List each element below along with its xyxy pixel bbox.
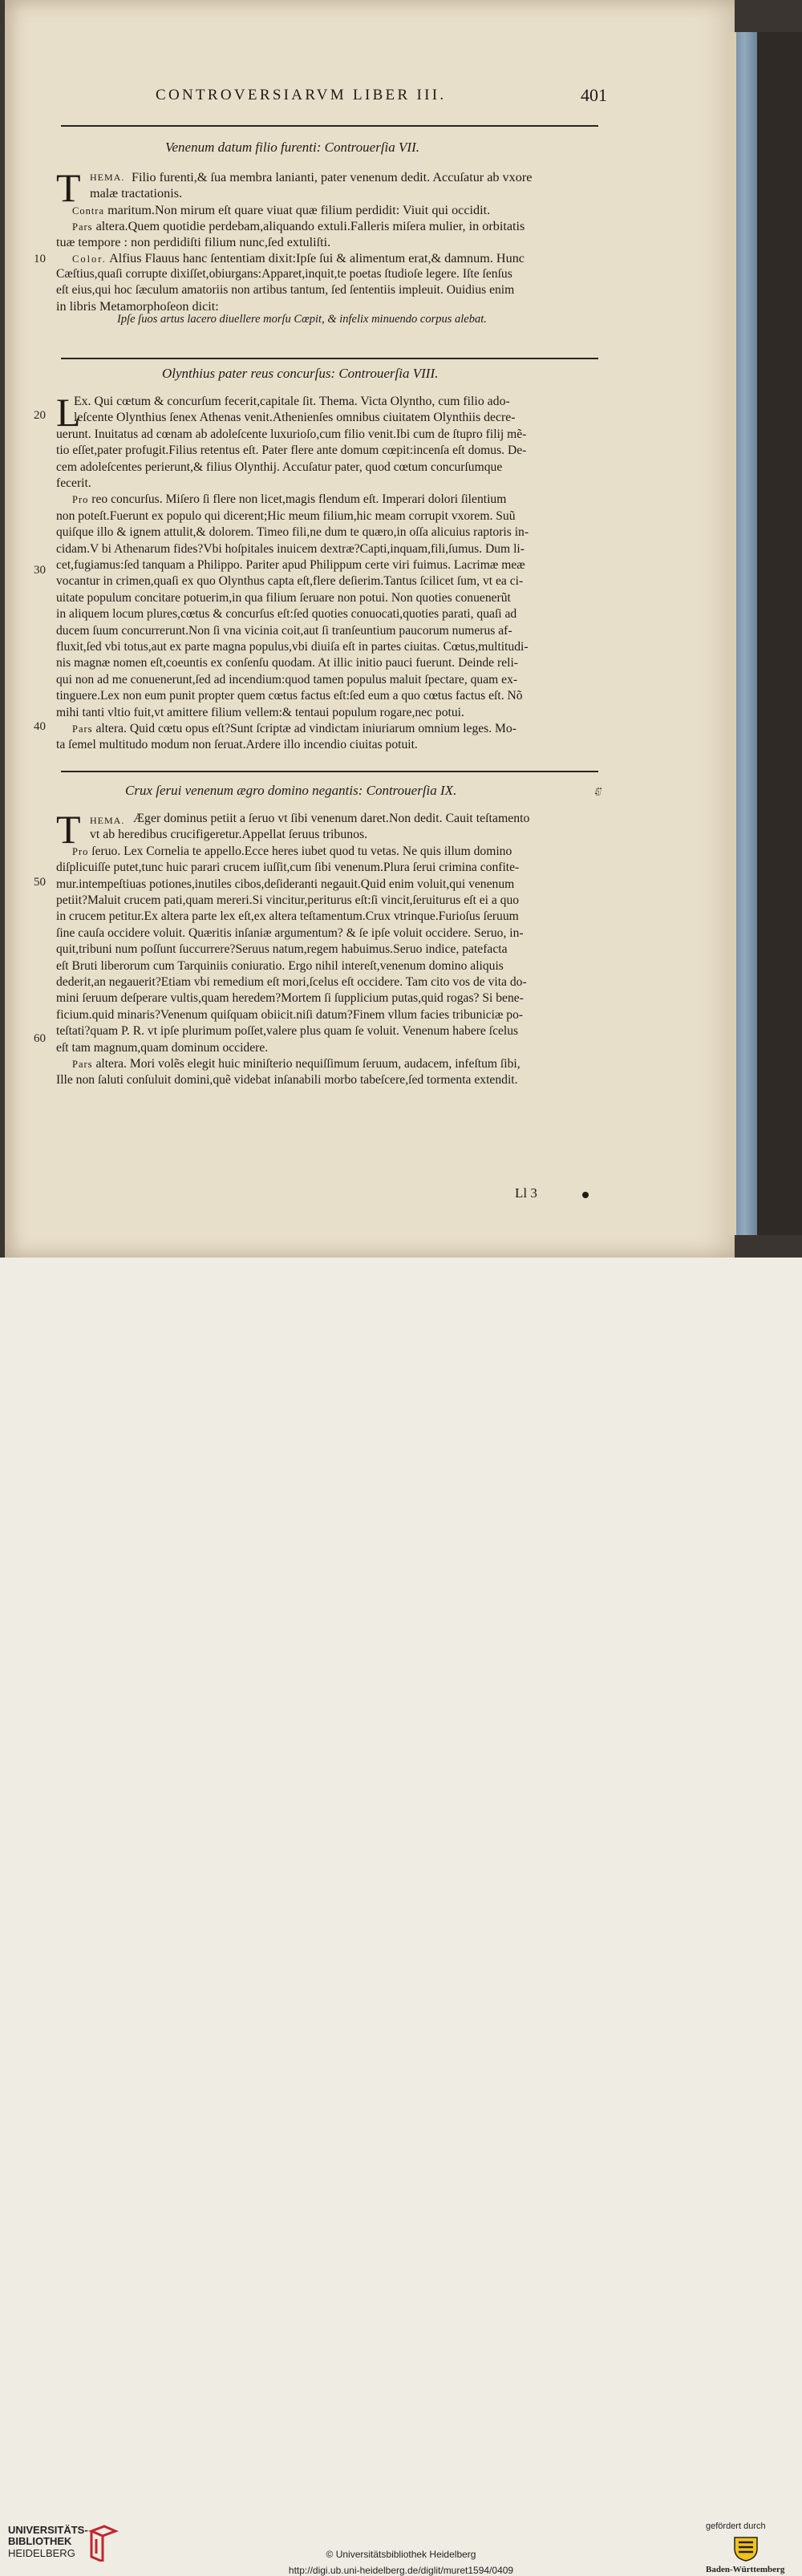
section-vii-line: Color. Alfius Flauus hanc ſententiam dixit:Ipſe ſui & alimentum erat,& damnum. Hunc	[72, 251, 525, 265]
line-number: 10	[34, 253, 46, 265]
section-vii-line: in libris Metamorphoſeon dicit:	[56, 299, 219, 314]
copyright-notice: © Universitätsbibliothek Heidelberg	[326, 2549, 476, 2560]
text-line: Ex. Qui cœtum & concurſum fecerit,capitale ſit. Thema. Victa Olyntho, cum filio ado-	[74, 395, 510, 408]
text-line: quiſque illo & ignem attulit,& dolorem. Timeo fili,ne dum te quæro,in oſſa alicuius raptoris in-	[56, 525, 529, 540]
text-line: mihi tanti vltio fuit,vt amittere filium vellem:& tentaui populum rogare,nec potui.	[56, 705, 464, 719]
section-vii-line: Contra maritum.Non mirum eſt quare viuat quæ filium perdidit: Viuit qui occidit.	[72, 203, 491, 217]
text-line: teſtati?quam P. R. vt ipſe plurimum poſſet,valere plus quam ſe voluit. Venenum habere ſcelus	[56, 1024, 519, 1039]
thema-label: HEMA.	[90, 815, 125, 826]
line-number: 40	[34, 720, 46, 733]
text-line: eſt tam magnum,quam dominum occidere.	[56, 1040, 269, 1055]
text-line: vocantur in crimen,quaſi ex quo Olynthus capta eſt,flere deſierim.Tantus ſcilicet ſum, vt ea ci-	[56, 574, 524, 589]
header-rule	[61, 125, 598, 127]
text-line: fecerit.	[56, 476, 91, 490]
text-line: in aliquem locum plures,cœtus & concurſus eſt:ſed quoties conuocati,quoties parati, quaſi ad	[56, 607, 517, 622]
library-name-line: BIBLIOTHEK	[8, 2535, 72, 2547]
book-cover-edge	[736, 32, 757, 1235]
text-line: petiit?Maluit crucem pati,quam mereri.Si vincitur,periturus eſt:ſi vincit,ſeruiturus eſt ei a quo	[56, 893, 520, 907]
section-vii-line: tuæ tempore : non perdidiſti filium nunc,ſed extuliſti.	[56, 235, 331, 249]
background-shadow	[757, 32, 802, 1235]
section-vii-line: Filio furenti,& ſua membra lanianti, pater venenum dedit. Accuſatur ab vxore	[132, 170, 533, 184]
text-line: leſcente Olynthius ſenex Athenas venit.Athenienſes omnibus ciuitatem Olynthiis decre-	[74, 411, 516, 425]
section-vii-line: malæ tractationis.	[90, 186, 183, 200]
margin-note: 457	[595, 786, 602, 799]
running-title: CONTROVERSIARVM LIBER III.	[156, 87, 447, 103]
speaker-label: Pars	[72, 1059, 93, 1070]
signature-mark: Ll 3	[515, 1185, 537, 1201]
text-line: mur.intempeſtiuas potiones,inutiles cibos,deſideranti negauit.Quid enim voluit,qui venenum	[56, 877, 515, 891]
line-number: 30	[34, 564, 46, 577]
thema-label: HEMA.	[90, 172, 125, 183]
text-line: ducem ſuum concurrerunt.Non ſi vna vicinia coit,aut ſi tranſeuntium paucorum numerus af-	[56, 623, 512, 638]
text-line: non poteſt.Fuerunt ex populo qui dicerent;Hic meum filium,hic meam corrupit vxorem. Suũ	[56, 508, 516, 523]
text-line: diſplicuiſſe putet,tunc huic parari crucem iuſſit,cum ſibi venenum.Plura ſerui crimina confite-	[56, 861, 520, 875]
library-name-line: UNIVERSITÄTS-	[8, 2524, 88, 2536]
speaker-label: Pars	[72, 723, 93, 735]
library-name-line: HEIDELBERG	[8, 2547, 75, 2559]
text-line: uitate populum concitare potuerim,in qua filium ſeruare non potui. Non quoties conuenerũt	[56, 590, 511, 605]
page-url[interactable]: http://digi.ub.uni-heidelberg.de/diglit/muret1594/0409	[288, 2565, 514, 2576]
text-line: cet,fugiamus:ſed tanquam a Philippo. Pariter apud Philippum certe viri fuimus. Lacrimæ meæ	[56, 558, 525, 572]
text-line: in crucem petitur.Ex altera parte lex eſt,ex altera teſtamentum.Crux vtrinque.Furioſus ſeruum	[56, 909, 519, 924]
section-title-vii: Venenum datum filio furenti: Controuerſia VII.	[165, 140, 419, 155]
text-line: ſine cauſa occidere voluit. Quæritis inſaniæ argumentum? & ſe ipſe voluit occidere. Seruo, in-	[56, 925, 524, 940]
contra-label: Contra	[72, 205, 105, 217]
text-line: Ille non ſaluti conſuluit domini,quẽ videbat inſanabili morbo tabeſcere,ſed tormenta extendit.	[56, 1073, 518, 1088]
drop-cap-t: T	[56, 807, 81, 852]
drop-cap-t: T	[56, 165, 81, 210]
drop-cap-l: L	[56, 390, 81, 435]
text-line: dederit,an negauerit?Etiam vbi remedium eſt mori,ſcelus eſt occidere. Tam cito vos de vita do-	[56, 975, 527, 989]
speaker-label: Pro	[72, 845, 89, 857]
ink-dot	[582, 1192, 589, 1198]
line-number: 50	[34, 876, 46, 889]
text-line: tio eſſet,pater profugit.Filius retentus eſt. Pater flere ante domum cœpit:incenſa eſt domus. De-	[56, 444, 527, 458]
text-line: fluxit,ſed vbi totus,aut ex parte magna populus,vbi diuiſa eſt in partes ciuitas. Cœtus,multitudi-	[56, 640, 529, 654]
text-line: Pars altera. Mori volẽs elegit huic miniſterio nequiſſimum ſeruum, audacem, infeſtum ſibi,	[72, 1057, 520, 1071]
page-edges	[727, 32, 736, 1235]
section-vii-line: Pars altera.Quem quotidie perdebam,aliquando extuli.Falleris miſera mulier, in orbitatis	[72, 219, 525, 233]
section-title-ix: Crux ſerui venenum ægro domino negantis: Controuerſia IX.	[125, 783, 457, 798]
text-line: Æger dominus petiit a ſeruo vt ſibi venenum daret.Non dedit. Cauit teſtamento	[133, 812, 530, 825]
funder-name: Baden-Württemberg	[706, 2565, 785, 2574]
color-label: Color.	[72, 253, 107, 265]
section-rule	[61, 358, 598, 359]
book-page	[5, 0, 735, 1258]
text-line: uerunt. Inuitatus ad cœnam ab adoleſcente luxurioſo,cum filio venit.Ibi cum de ſtupro filij mẽ-	[56, 427, 527, 441]
text-line: cem adoleſcentes perierunt,& filius Olynthij. Accuſatur pater, quod cœtum concurſumque	[56, 460, 503, 474]
section-rule	[61, 771, 598, 772]
verse-quote: Ipſe ſuos artus lacero diuellere morſu Cœpit, & infelix minuendo corpus alebat.	[117, 313, 487, 326]
line-number: 20	[34, 409, 46, 422]
text-line: cidam.V bi Athenarum fides?Vbi hoſpitales inuicem dextræ?Capti,inquam,fili,ſumus. Dum li-	[56, 541, 525, 556]
section-vii-line: Cæſtius,quaſi corrupte dixiſſet,obiurgans:Apparet,inquit,te poetas ſtudioſe legere. Iſte ſenſus	[56, 267, 512, 281]
text-line: tinguere.Lex non eum punit propter quem cœtus factus eſt:ſed eum a quo cœtus factus eſt. Nõ	[56, 689, 523, 703]
section-title-viii: Olynthius pater reus concurſus: Controuerſia VIII.	[162, 366, 439, 381]
text-line: nis magnæ nomen eſt,coeuntis ex conſenſu quodam. At illic initio pauci fuerunt. Deinde reli-	[56, 656, 518, 670]
section-vii-line: eſt eius,qui hoc ſæculum amatoriis non artibus tantum, ſed ſententiis impleuit. Ouidius enim	[56, 283, 515, 297]
text-line: Pars altera. Quid cœtu opus eſt?Sunt ſcriptæ ad vindictam iniuriarum omnium leges. Mo-	[72, 722, 516, 735]
text-line: Pro ſeruo. Lex Cornelia te appello.Ecce heres iubet quod tu vetas. Ne quis illum domino	[72, 844, 512, 858]
text-line: vt ab heredibus crucifigeretur.Appellat ſeruus tribunos.	[90, 828, 368, 842]
pars-label: Pars	[72, 221, 93, 233]
state-coat-of-arms-icon[interactable]	[731, 2534, 760, 2562]
text-line: ta ſemel multitudo modum non ſeruat.Ardere illo incendio ciuitas potuit.	[56, 738, 418, 752]
footer	[0, 1258, 802, 2576]
text-line: quit,tribuni num poſſunt ſuccurrere?Seruus natum,regem habuimus.Seruo indice, patefacta	[56, 942, 508, 957]
text-line: ficium.quid minaris?Venenum quiſquam obiicit.niſi datum?Finem vllum facies tribuniciæ po-	[56, 1007, 524, 1022]
page-number: 401	[581, 85, 607, 105]
text-line: Pro reo concurſus. Miſero ſi flere non licet,magis flendum eſt. Imperari dolori ſilentium	[72, 492, 507, 507]
text-line: eſt Bruti liberorum cum Tarquiniis coniuratio. Ergo nihil intereſt,venenum domino aliquis	[56, 958, 504, 973]
text-line: qui non ad me conuenerunt,ſed ad incendium:quod tamen populus maluit ſpectare, quam ex-	[56, 672, 518, 687]
speaker-label: Pro	[72, 494, 89, 506]
line-number: 60	[34, 1032, 46, 1045]
scan-viewer	[0, 0, 802, 1258]
text-line: mini ſeruum deſperare vultis,quam heredem?Mortem ſi ſupplicium putas,quid rogas? Si bene-	[56, 991, 524, 1006]
funded-by-label: gefördert durch	[706, 2521, 766, 2531]
